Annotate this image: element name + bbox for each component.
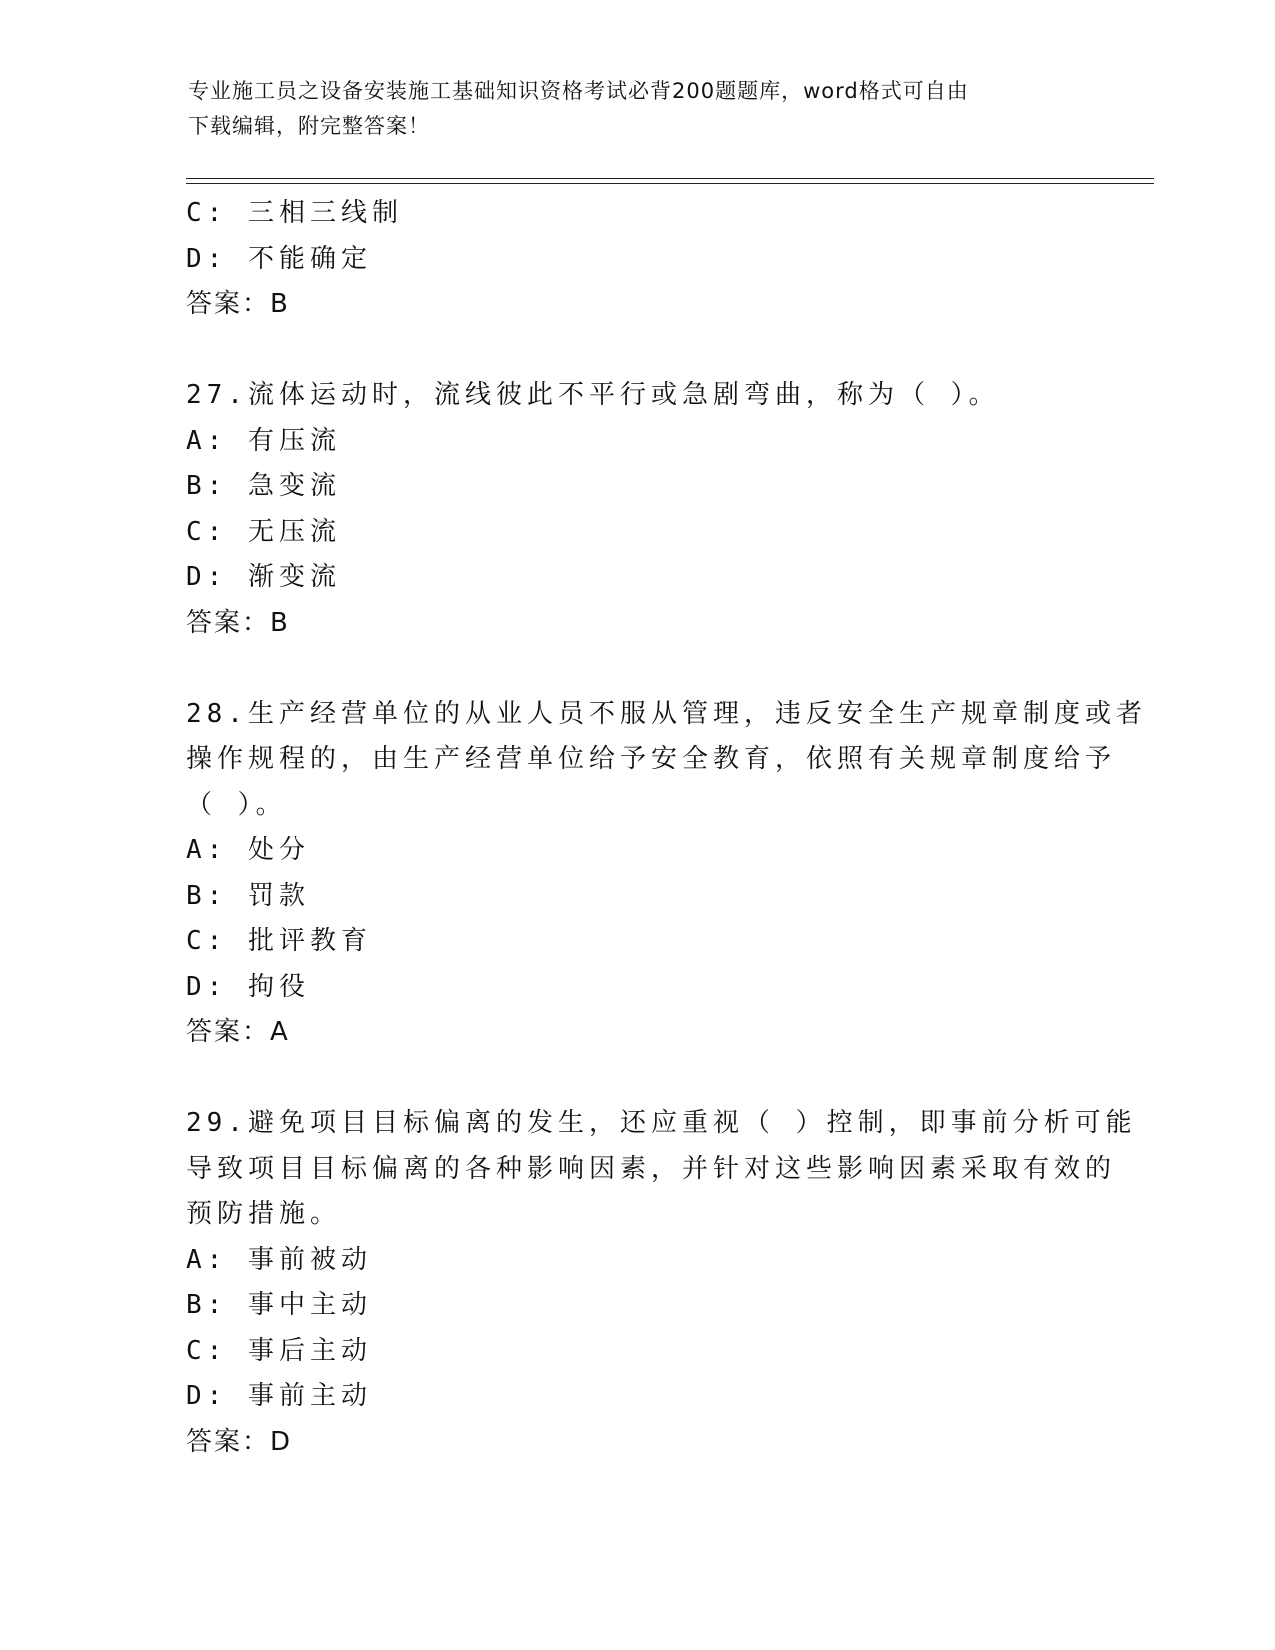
question-29 — [186, 1101, 1137, 1465]
document-header — [188, 74, 1068, 144]
question-stem-line-2: 导致项目目标偏离的各种影响因素，并针对这些影响因素采取有效的 — [186, 1153, 1117, 1184]
header-line-2: 下载编辑，附完整答案！ — [188, 114, 430, 138]
question-stem-line-2: 操作规程的，由生产经营单位给予安全教育，依照有关规章制度给予 — [186, 744, 1117, 774]
question-stem: 27.流体运动时，流线彼此不平行或急剧弯曲，称为（ ）。 — [186, 380, 1000, 410]
header-line-1: 专业施工员之设备安装施工基础知识资格考试必背200题题库，word格式可自由 — [188, 79, 969, 103]
header-divider-top — [186, 178, 1154, 179]
option-d: D: 不能确定 — [186, 243, 372, 274]
option-b: B: 罚款 — [186, 880, 310, 911]
answer-line: 答案：D — [186, 1426, 293, 1457]
option-a: A: 有压流 — [186, 425, 341, 456]
answer-line: 答案：B — [186, 289, 290, 319]
question-stem-line-1: 29.避免项目目标偏离的发生，还应重视（ ）控制，即事前分析可能 — [186, 1108, 1137, 1138]
option-c: C: 无压流 — [186, 516, 341, 547]
question-stem-line-3: （ ）。 — [186, 789, 287, 820]
option-c: C: 事后主动 — [186, 1335, 372, 1366]
option-d: D: 事前主动 — [186, 1381, 372, 1411]
question-list — [186, 191, 1147, 1465]
question-stem-line-3: 预防措施。 — [186, 1199, 342, 1229]
question-26-tail — [186, 191, 1086, 328]
answer-line: 答案：A — [186, 1017, 290, 1047]
question-stem-line-1: 28.生产经营单位的从业人员不服从管理，违反安全生产规章制度或者 — [186, 698, 1147, 729]
option-c: C: 三相三线制 — [186, 198, 403, 228]
option-d: D: 拘役 — [186, 971, 310, 1002]
option-c: C: 批评教育 — [186, 926, 372, 956]
answer-line: 答案：B — [186, 607, 290, 638]
question-28 — [186, 692, 1147, 1056]
option-b: B: 急变流 — [186, 471, 341, 501]
option-b: B: 事中主动 — [186, 1290, 372, 1320]
option-d: D: 渐变流 — [186, 562, 341, 592]
question-27 — [186, 373, 1086, 646]
header-divider-bottom — [186, 183, 1154, 184]
option-a: A: 事前被动 — [186, 1244, 372, 1275]
option-a: A: 处分 — [186, 835, 310, 865]
